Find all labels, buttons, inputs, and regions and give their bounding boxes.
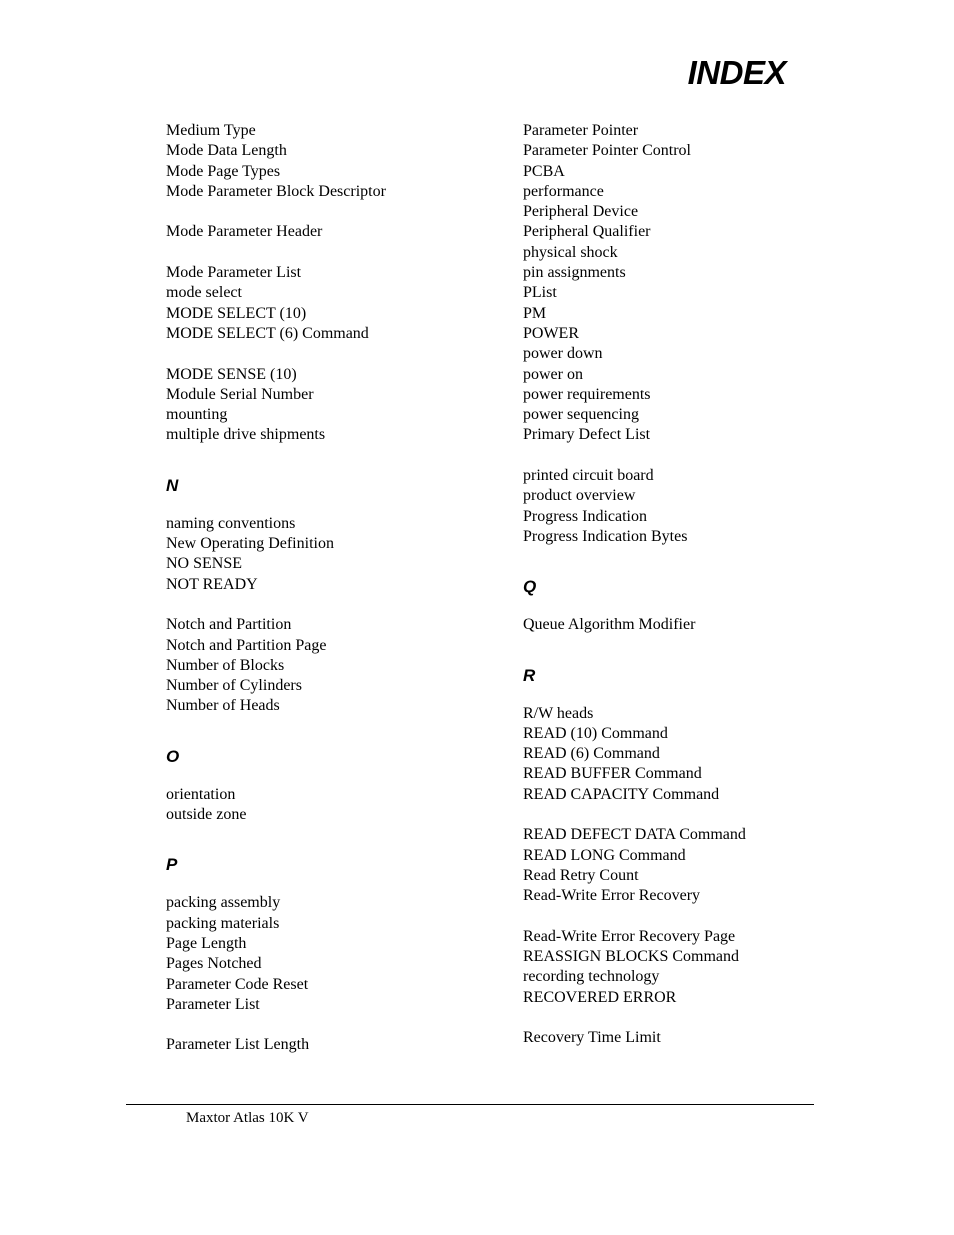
index-entry: Mode Parameter Header <box>166 223 323 241</box>
index-entry: packing materials <box>166 914 280 932</box>
index-entry: multiple drive shipments <box>166 426 326 444</box>
index-entry: Number of Blocks <box>166 656 285 674</box>
index-entry: PCBA <box>523 162 565 180</box>
index-entry: Read Retry Count <box>523 866 639 884</box>
index-entry: Parameter List <box>166 995 260 1013</box>
index-entry: packing assembly <box>166 894 281 912</box>
section-spacer <box>523 636 853 666</box>
index-entry: Mode Data Length <box>166 142 287 160</box>
index-entry: Parameter Code Reset <box>166 975 309 993</box>
index-entry: Mode Parameter List <box>166 264 302 282</box>
index-entry: Peripheral Qualifier <box>523 223 651 241</box>
index-column-left <box>166 121 496 1056</box>
index-entry: recording technology <box>523 968 660 986</box>
index-entry: Parameter Pointer Control <box>523 142 691 160</box>
index-entry: power on <box>523 365 583 383</box>
entry-spacer <box>166 202 496 222</box>
index-entry: Notch and Partition Page <box>166 636 327 654</box>
index-entry: MODE SENSE (10) <box>166 365 297 383</box>
index-entry: PM <box>523 304 547 322</box>
index-entry: Medium Type <box>166 122 256 139</box>
index-entry: Number of Cylinders <box>166 677 302 695</box>
index-entry: product overview <box>523 487 636 505</box>
page-title: INDEX <box>687 54 786 91</box>
entry-spacer <box>166 1015 496 1035</box>
section-spacer <box>166 446 496 476</box>
index-entry: pin assignments <box>523 264 626 282</box>
entry-spacer <box>523 446 853 466</box>
index-entry: MODE SELECT (10) <box>166 304 307 322</box>
index-section-letter: P <box>166 855 178 875</box>
index-entry: REASSIGN BLOCKS Command <box>523 948 740 966</box>
footer-divider <box>126 1104 814 1105</box>
index-section-letter: O <box>166 746 180 766</box>
index-entry: power sequencing <box>523 406 639 424</box>
index-entry: orientation <box>166 785 236 803</box>
index-entry: naming conventions <box>166 514 296 532</box>
index-entry: Read-Write Error Recovery Page <box>523 927 736 945</box>
index-entry: Page Length <box>166 934 247 952</box>
index-entry: READ DEFECT DATA Command <box>523 826 746 844</box>
index-entry: Progress Indication <box>523 507 647 525</box>
index-section-letter: Q <box>523 577 537 597</box>
index-entry: Primary Defect List <box>523 426 651 444</box>
index-entry: MODE SELECT (6) Command <box>166 324 369 342</box>
section-spacer <box>523 597 853 615</box>
entry-spacer <box>523 805 853 825</box>
entry-spacer <box>523 1008 853 1028</box>
entry-spacer <box>166 243 496 263</box>
footer-product-name: Maxtor Atlas 10K V <box>186 1110 309 1126</box>
index-entry: RECOVERED ERROR <box>523 988 677 1006</box>
index-entry: Number of Heads <box>166 697 280 715</box>
section-spacer <box>166 875 496 893</box>
index-entry: Module Serial Number <box>166 385 314 403</box>
index-entry: NOT READY <box>166 575 258 593</box>
index-entry: Notch and Partition <box>166 616 292 634</box>
index-entry: Parameter Pointer <box>523 122 639 139</box>
section-spacer <box>166 717 496 747</box>
index-entry: READ BUFFER Command <box>523 765 702 783</box>
entry-spacer <box>166 344 496 364</box>
section-spacer <box>166 825 496 855</box>
index-entry: Progress Indication Bytes <box>523 527 688 545</box>
index-entry: READ (6) Command <box>523 745 660 763</box>
entry-spacer <box>166 595 496 615</box>
index-entry: Parameter List Length <box>166 1036 310 1054</box>
index-entry: READ (10) Command <box>523 724 668 742</box>
section-spacer <box>523 686 853 704</box>
index-section-letter: R <box>523 665 536 685</box>
index-entry: R/W heads <box>523 704 594 722</box>
index-entry: mounting <box>166 406 228 424</box>
index-entry: Recovery Time Limit <box>523 1029 661 1047</box>
index-entry: Mode Parameter Block Descriptor <box>166 182 386 200</box>
index-entry: READ LONG Command <box>523 846 686 864</box>
index-entry: power down <box>523 345 603 363</box>
index-entry: Pages Notched <box>166 955 262 973</box>
index-entry: performance <box>523 182 604 200</box>
section-spacer <box>166 767 496 785</box>
index-section-letter: N <box>166 475 179 495</box>
index-entry: Mode Page Types <box>166 162 281 180</box>
index-entry: mode select <box>166 284 242 302</box>
index-column-right <box>523 121 853 1049</box>
index-entry: printed circuit board <box>523 467 654 485</box>
index-entry: power requirements <box>523 385 651 403</box>
index-entry: Read-Write Error Recovery <box>523 887 701 905</box>
index-entry: physical shock <box>523 243 618 261</box>
index-entry: New Operating Definition <box>166 535 334 553</box>
index-entry: POWER <box>523 324 579 342</box>
index-entry: READ CAPACITY Command <box>523 785 720 803</box>
section-spacer <box>523 547 853 577</box>
index-entry: outside zone <box>166 806 247 824</box>
index-entry: Peripheral Device <box>523 203 639 221</box>
index-entry: PList <box>523 284 557 302</box>
index-entry: Queue Algorithm Modifier <box>523 616 696 634</box>
index-entry: NO SENSE <box>166 555 243 573</box>
section-spacer <box>166 496 496 514</box>
entry-spacer <box>523 907 853 927</box>
